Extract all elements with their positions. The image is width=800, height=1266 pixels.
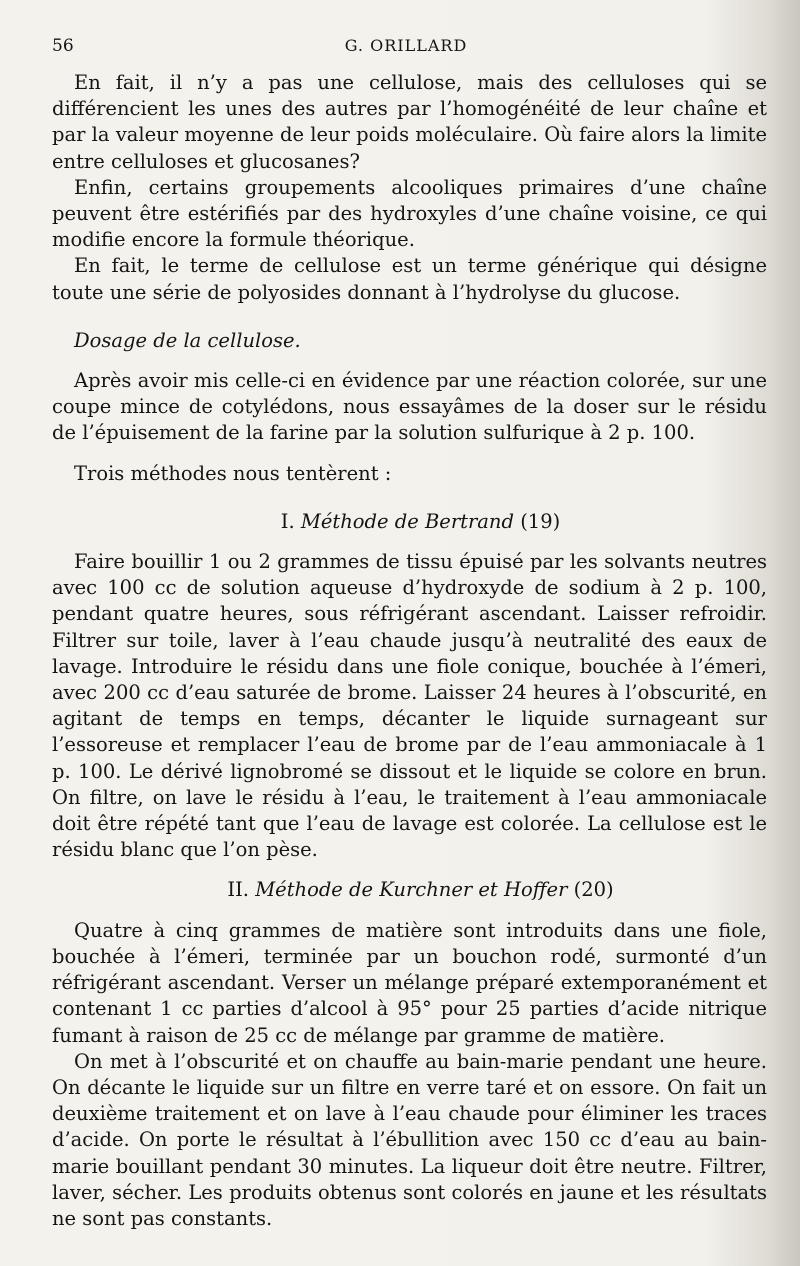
section-2-title: Méthode de Kurchner et Hoffer bbox=[255, 878, 568, 902]
page-header bbox=[52, 36, 760, 60]
running-head: G. ORILLARD bbox=[344, 36, 468, 55]
paragraph-8: On met à l’obscurité et on chauffe au bain-marie pendant une heure. On décante le liquide sur un filtre en verre taré et on essore. On fait un deuxième traitement et on lave à l’eau chaude pour éliminer les traces d’acide. On porte le résultat à l’ébullition avec 150 cc d’eau au bain-marie bouillant pendant 30 minutes. La liqueur doit être neutre. Filtrer, laver, sécher. Les produits obtenus sont colorés en jaune et les résultats ne sont pas constants. bbox=[52, 1049, 767, 1230]
paragraph-1: En fait, il n’y a pas une cellulose, mais des celluloses qui se différencient les unes des autres par l’homogénéité de leur chaîne et par la valeur moyenne de leur poids moléculaire. Où faire alors la limite entre celluloses et glucosanes? bbox=[52, 71, 767, 173]
subtitle-dosage: Dosage de la cellulose. bbox=[74, 328, 301, 352]
paragraph-2: Enfin, certains groupements alcooliques primaires d’une chaîne peuvent être estérifiés par des hydroxyles d’une chaîne voisine, ce qui modifie encore la formule théorique. bbox=[52, 175, 767, 252]
section-2-ref: (20) bbox=[573, 878, 614, 902]
section-1-numeral: I. bbox=[280, 509, 295, 533]
section-1-ref: (19) bbox=[520, 509, 561, 533]
paragraph-6: Faire bouillir 1 ou 2 grammes de tissu épuisé par les solvants neutres avec 100 cc de solution aqueuse d’hydroxyde de sodium à 2 p. 100, pendant quatre heures, sous réfrigérant ascendant. Laisser refroidir. Filtrer sur toile, laver à l’eau chaude jusqu’à neutralité des eaux de lavage. Introduire le résidu dans une fiole conique, bouchée à l’émeri, avec 200 cc d’eau saturée de brome. Laisser 24 heures à l’obscurité, en agitant de temps en temps, décanter le liquide surnageant sur l’essoreuse et remplacer l’eau de brome par de l’eau ammoniacale à 1 p. 100. Le dérivé lignobromé se dissout et le liquide se colore en brun. On filtre, on lave le résidu à l’eau, le traitement à l’eau ammoniacale doit être répété tant que l’eau de lavage est colorée. La cellulose est le résidu blanc que l’on pèse. bbox=[52, 550, 767, 862]
paragraph-4: Après avoir mis celle-ci en évidence par une réaction colorée, sur une coupe mince de cotylédons, nous essayâmes de la doser sur le résidu de l’épuisement de la farine par la solution sulfurique à 2 p. 100. bbox=[52, 369, 767, 445]
section-1-title: Méthode de Bertrand bbox=[300, 509, 514, 533]
section-title-1 bbox=[52, 509, 767, 535]
paragraph-5: Trois méthodes nous tentèrent : bbox=[74, 461, 392, 485]
section-title-2 bbox=[52, 877, 767, 903]
page-body bbox=[52, 70, 767, 1232]
section-2-numeral: II. bbox=[227, 878, 249, 902]
page-number: 56 bbox=[52, 36, 74, 56]
paragraph-7: Quatre à cinq grammes de matière sont introduits dans une fiole, bouchée à l’émeri, terminée par un bouchon rodé, surmonté d’un réfrigérant ascendant. Verser un mélange préparé extemporanément et contenant 1 cc parties d’alcool à 95° pour 25 parties d’acide nitrique fumant à raison de 25 cc de mélange par gramme de matière. bbox=[52, 918, 767, 1047]
paragraph-3: En fait, le terme de cellulose est un terme générique qui désigne toute une série de polyosides donnant à l’hydrolyse du glucose. bbox=[52, 254, 767, 304]
